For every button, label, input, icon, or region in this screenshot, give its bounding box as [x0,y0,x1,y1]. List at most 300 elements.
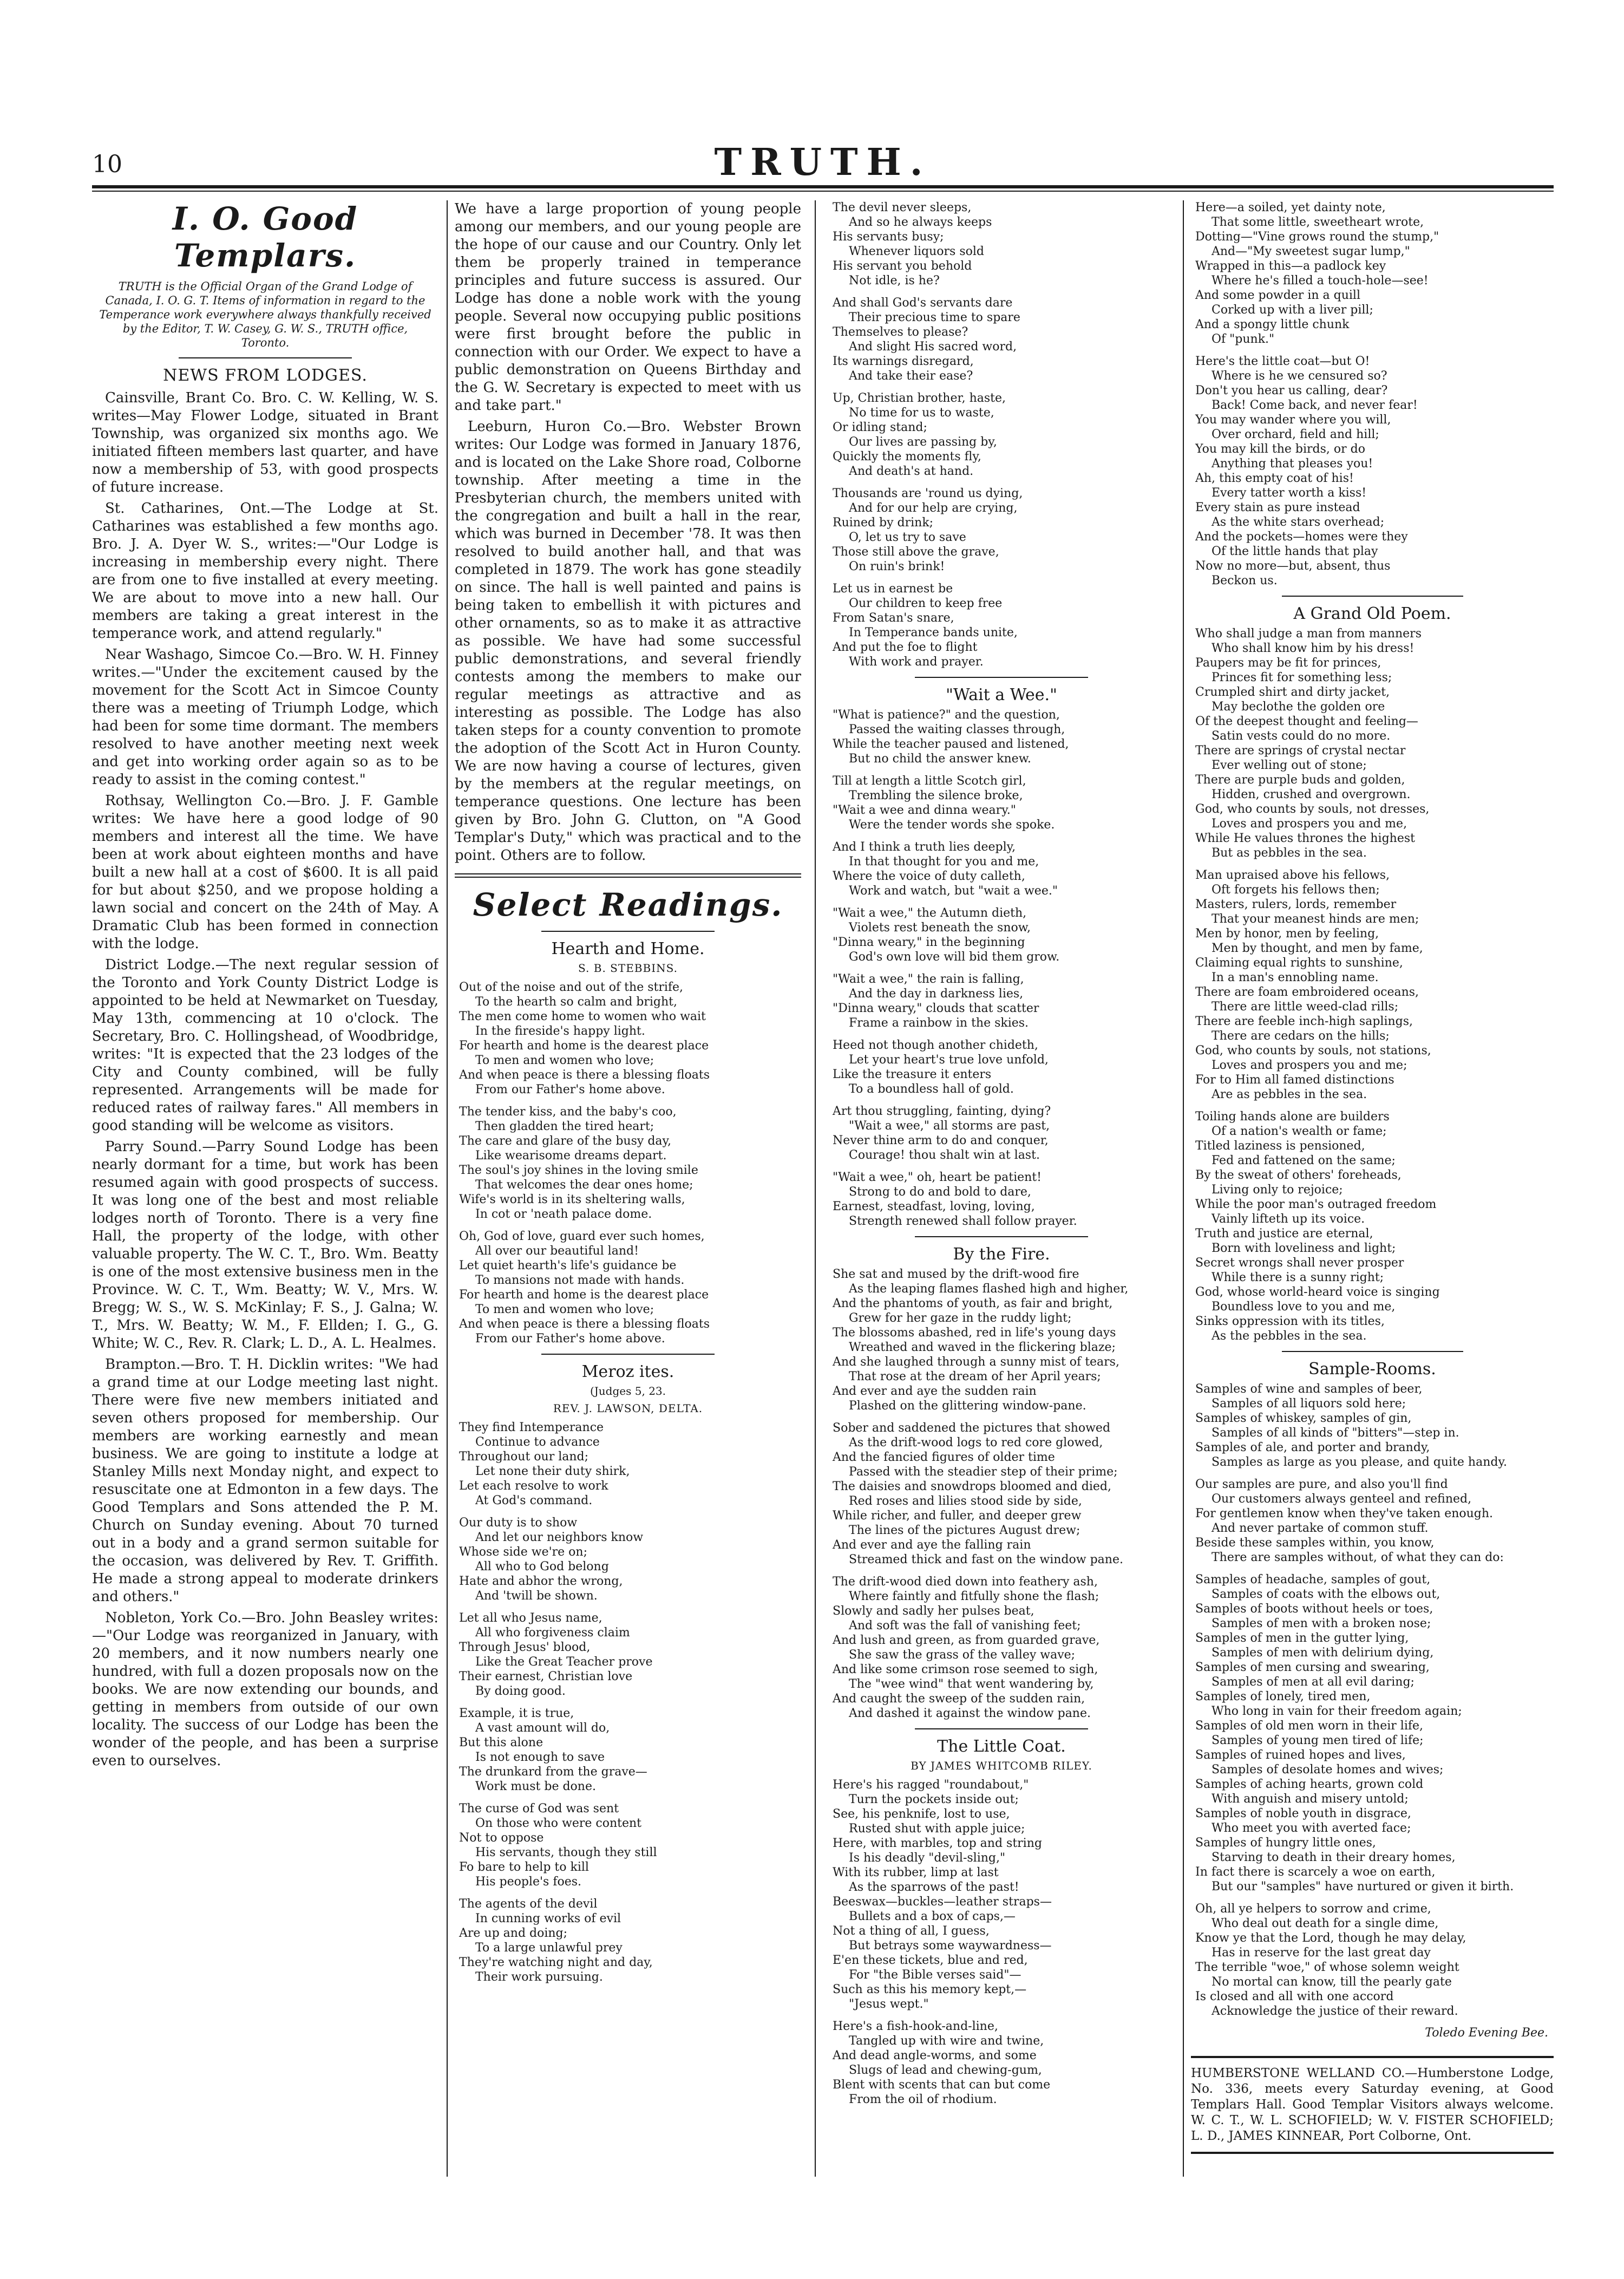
poem-line: Loves and prospers you and me, [1212,817,1407,831]
poem-line: The lines of the pictures August drew; [849,1524,1081,1537]
stanza [833,200,1175,288]
poem-line: But this alone [459,1736,543,1749]
poem-line: Like the Great Teacher prove [475,1655,653,1669]
poem-line: Quickly the moments fly, [833,450,981,463]
poem-line: A vast amount will do, [475,1721,610,1735]
news-paragraph: Parry Sound.—Parry Sound Lodge has been nearly dormant for a time, but work has been resumed again with good prospects of success. It was long one of the best and most reliable lodges north of Toronto. There is a very fine Hall, the property of the lodge, with other valuable property. The W. C. T., Bro. Wm. Beatty is one of the most extensive business men in the Province. W. C. T., Wm. Beatty; W. V., Mrs. W. Bregg; W. S., W. S. McKinlay; F. S., J. Galna; W. T., Mrs. W. Beatty; W. M., F. Ellden; I. G., G. White; W. C., Rev. R. Clark; L. D., A. L. Healmes. [92,1139,438,1351]
poem-line: Princes fit for something less; [1212,671,1392,684]
poem-line: There are foam embroidered oceans, [1195,985,1419,999]
poem-line: All over our beautiful land! [475,1244,639,1258]
poem-line: Courage! thou shalt win at last. [849,1148,1040,1162]
lodge-advertisement [1191,2056,1554,2144]
poem-line: Back! Come back, and never fear! [1212,399,1418,412]
column-divider [447,200,448,2177]
poem-line: But our "samples" have nurtured or given it birth. [1212,1880,1514,1893]
poem-line: In the fireside's happy light. [475,1024,645,1038]
poem-line: And the fancied figures of older time [833,1451,1055,1464]
poem-line: That rose at the dream of her April years; [849,1370,1101,1383]
poem-line: Here, with marbles, top and string [833,1837,1042,1850]
stanza [833,1170,1175,1229]
poem-line: The men come home to women who wait [459,1010,706,1023]
news-paragraph: St. Catharines, Ont.—The Lodge at St. Catharines was established a few months ago. Bro. J. A. Dyer W. S., writes:—"Our Lodge is increasing in membership every night. There are from one to five installed at every meeting. We are about to move into a new hall. Our members are taking a great interest in the temperance work, and attend regularly." [92,500,438,642]
poem-line: Whenever liquors sold [849,245,984,258]
poem-line: To a boundless hall of gold. [849,1082,1014,1096]
poem-line: You may wander where you will, [1195,413,1391,427]
stanza [1195,1572,1554,1894]
column-divider [815,200,816,2177]
poem-line: Claiming equal rights to sunshine, [1195,956,1403,970]
poem-body [455,1420,801,1984]
poem-line: Let none their duty shirk, [475,1465,630,1478]
poem-line: Were the tender words she spoke. [849,818,1055,832]
poem-line: Whose side we're on; [459,1545,588,1559]
poem-line: While the teacher paused and listened, [833,737,1069,751]
poem-line: The blossoms abashed, red in life's young days [833,1326,1116,1340]
stanza [459,1611,801,1699]
poem-line: With its rubber, limp at last [833,1866,999,1879]
stanza [833,774,1175,832]
news-paragraph: Cainsville, Brant Co. Bro. C. W. Kelling, W. S. writes—May Flower Lodge, situated in Brant Township, was organized six months ago. We initiated fifteen members last quarter, and have now a membership of 53, with good prospects of future increase. [92,390,438,495]
poem-line: Our lives are passing by, [849,435,997,449]
poem-line: Grew for her gaze in the ruddy light; [849,1311,1072,1325]
poem-line: And she laughed through a sunny mist of tears, [833,1355,1119,1369]
poem-line: Blent with scents that can but come [833,2078,1051,2092]
stanza [459,1897,801,1984]
poem-line: Our duty is to show [459,1516,578,1530]
poem-line: And a spongy little chunk [1195,318,1350,331]
poem-line: Example, it is true, [459,1707,574,1720]
poem-line: Paupers may be fit for princes, [1195,656,1381,670]
poem-title: Hearth and Home. [551,939,705,958]
poem-line: Oh, all ye helpers to sorrow and crime, [1195,1902,1431,1916]
poem-line: And I think a truth lies deeply, [833,840,1016,854]
poem-line: Titled laziness is pensioned, [1195,1139,1365,1153]
poem-line: Dotting—"Vine grows round the stump," [1195,230,1439,244]
poem-line: And 'twill be shown. [475,1589,598,1603]
poem-line: And death's at hand. [849,465,974,478]
poem-line: Plashed on the glittering window-pane. [849,1399,1086,1413]
poem-line: Let each resolve to work [459,1479,608,1493]
poem-line: Those still above the grave, [833,545,999,559]
poem-line: Ruined by drink; [833,516,934,530]
news-paragraph: District Lodge.—The next regular session of the Toronto and York County District Lodge is appointed to be held at Newmarket on Tuesday, May 13th, commencing at 10 o'clock. The Secretary, Bro. C. Hollingshead, of Woodbridge, writes: "It is expected that the 23 lodges of the City and County combined, will be fully represented. Arrangements will be made for reduced rates of railway fares." All members in good standing will be welcome as visitors. [92,957,438,1134]
poem-line: In that thought for you and me, [849,855,1039,868]
poem-line: Or idling stand; [833,421,927,434]
header-rule-thin [92,191,1554,192]
poem-line: Their earnest, Christian love [459,1670,633,1683]
poem-line: E'en these tickets, blue and red, [833,1954,1028,1967]
poem-line: Their work pursuing. [475,1970,603,1984]
poem-line: There are springs of crystal nectar [1195,744,1406,758]
poem-line: And like some crimson rose seemed to sigh, [833,1663,1098,1676]
poem-line: For "the Bible verses said"— [849,1968,1021,1982]
poem-line: Samples of desolate homes and wives; [1212,1763,1444,1777]
poem-line: In a man's ennobling name. [1212,971,1379,984]
poem-line: Has in reserve for the last great day [1212,1946,1431,1960]
poem-line: Frame a rainbow in the skies. [849,1016,1029,1030]
stanza [833,296,1175,383]
poem-line: God, who counts by souls, not dresses, [1195,802,1430,816]
poem-title: By the Fire. [953,1245,1050,1264]
poem-line: Like the treasure it enters [833,1068,992,1081]
poem-line: And slight His sacred word, [849,340,1017,354]
poem-line: To men and women who love; [475,1303,654,1316]
poem-line: Of the deepest thought and feeling— [1195,715,1418,728]
poem-line: And never partake of common stuff. [1212,1521,1429,1535]
poem-line: Samples of all kinds of "bitters"—step in. [1212,1426,1459,1440]
poem-line: They find Intemperance [459,1421,604,1434]
poem-line: Beckon us. [1212,574,1278,587]
poem-line: And shall God's servants dare [833,296,1013,310]
stanza [833,906,1175,964]
poem-line: Men by thought, and men by fame, [1212,942,1423,955]
poem-line: And take their ease? [849,369,973,383]
poem-line: The devil never sleeps, [833,201,972,214]
poem-body [1191,1382,1554,2019]
stanza [833,1267,1175,1413]
poem-line: Living only to rejoice; [1212,1183,1343,1197]
stanza [833,1575,1175,1721]
poem-line: At God's command. [475,1494,593,1507]
poem-line: Here—a soiled, yet dainty note, [1195,201,1386,214]
poem-line: While the poor man's outraged freedom [1195,1198,1437,1211]
poem-source: Toledo Evening Bee. [1425,2026,1548,2040]
poem-title: Meroz ites. [581,1362,675,1381]
poem-line: Bullets and a box of caps,— [849,1910,1016,1923]
poem-line: The drift-wood died down into feathery ash, [833,1575,1098,1589]
poem-line: Samples of headache, samples of gout, [1195,1573,1431,1586]
page-header [92,141,1554,184]
poem-line: Don't you hear us calling, dear? [1195,384,1388,397]
poem-line: Turn the pockets inside out; [849,1793,1019,1806]
poem-line: Samples of men with a broken nose; [1212,1617,1431,1630]
stanza [833,1038,1175,1096]
poem-line: While He values thrones the highest [1195,832,1415,845]
poem-line: Sober and saddened the pictures that showed [833,1421,1111,1435]
poem-line: On ruin's brink! [849,560,945,573]
poem-line: For to Him all famed distinctions [1195,1073,1394,1087]
poem-line: Hidden, crushed and overgrown. [1212,788,1411,801]
poem-title: A Grand Old Poem. [1293,604,1451,623]
poem-line: Samples of ruined hopes and lives, [1195,1748,1406,1762]
poem-line: Acknowledge the justice of their reward. [1212,2004,1458,2018]
poem-line: Till at length a little Scotch girl, [833,774,1026,788]
poem-line: Now no more—but, absent, thus [1195,559,1391,573]
poem-line: Man upraised above his fellows, [1195,868,1390,882]
poem-line: Of the little hands that play [1212,545,1378,558]
poem-line: But as pebbles in the sea. [1212,846,1367,860]
poem-line: Let us in earnest be [833,582,953,596]
poem-line: Here's his ragged "roundabout," [833,1778,1029,1792]
poem-line: Are as pebbles in the sea. [1212,1088,1367,1101]
poem-line: Let quiet hearth's life's guidance be [459,1259,677,1272]
news-paragraph: Rothsay, Wellington Co.—Bro. J. F. Gamble writes: We have here a good lodge of 90 members and interest all the time. We have been at work about eighteen months and have built a new hall at a cost of $600. It is all paid for but about $250, and we propose holding a lawn social and concert on the 24th of May. A Dramatic Club has been formed in connection with the lodge. [92,793,438,952]
poem-line: The soul's joy shines in the loving smile [459,1164,698,1177]
poem-line: She sat and mused by the drift-wood fire [833,1268,1079,1281]
select-readings-title: Select Readings. [473,886,783,923]
poem-line: Our customers always genteel and refined, [1212,1492,1472,1506]
page-number: 10 [92,151,122,178]
poem-author: REV. J. LAWSON, DELTA. [553,1402,703,1415]
poem-line: Of a nation's wealth or fame; [1212,1125,1387,1138]
poem-line: There are samples without, of what they can do: [1212,1551,1504,1564]
poem-line: Who long in vain for their freedom again; [1212,1705,1462,1718]
poem-line: Samples of ale, and porter and brandy, [1195,1441,1430,1454]
poem-line: On those who were content [475,1817,641,1830]
column-3 [828,200,1175,2193]
poem-line: Samples of boots without heels or toes, [1195,1602,1433,1616]
poem-line: And—"My sweetest sugar lump," [1212,245,1410,258]
poem-line: Of "punk." [1212,332,1275,346]
poem-line: Boundless love to you and me, [1212,1300,1396,1314]
news-paragraph: Near Washago, Simcoe Co.—Bro. W. H. Finney writes.—"Under the excitement caused by the movement for the Scott Act in Simcoe County there was a meeting of Triumph Lodge, which had been for some time dormant. The members resolved to have another meeting next week and get into working order again so as to be ready to assist in the coming contest." [92,647,438,788]
stanza [1195,1109,1554,1343]
poem-line: In fact there is scarcely a woe on earth, [1195,1865,1436,1879]
poem-line: Not idle, is he? [849,274,940,288]
poem-line: Samples of men cursing and swearing, [1195,1661,1430,1674]
poem-line: The drunkard from the grave— [459,1765,647,1779]
poem-line: "Dinna weary," in the beginning [833,936,1025,949]
masthead: TRUTH. [714,141,932,184]
poem-line: Work must be done. [475,1780,596,1793]
column-1 [92,200,438,2193]
poem-line: To a large unlawful prey [475,1941,623,1955]
poem-line: Samples of men in the gutter lying, [1195,1631,1409,1645]
poem-author: S. B. STEBBINS. [578,962,678,975]
poem-line: And caught the sweep of the sudden rain, [833,1692,1085,1706]
poem-line: The curse of God was sent [459,1802,619,1816]
poem-line: And dashed it against the window pane. [849,1707,1091,1720]
poem-line: As the pebbles in the sea. [1212,1329,1367,1343]
poem-line: Work and watch, but "wait a wee." [849,884,1058,898]
poem-line: By doing good. [475,1684,566,1698]
poem-title: Sample-Rooms. [1308,1360,1436,1379]
poem-line: That welcomes the dear ones home; [475,1178,693,1192]
poem-line: And ever and aye the sudden rain [833,1385,1037,1398]
divider [541,931,715,932]
poem-body [455,980,801,1346]
poem-line: And some powder in a quill [1195,289,1360,302]
poem-line: Red roses and lilies stood side by side, [849,1494,1082,1508]
poem-line: Toiling hands alone are builders [1195,1110,1390,1124]
poem-line: "Dinna weary," clouds that scatter [833,1002,1039,1015]
stanza [833,840,1175,898]
poem-line: Beside these samples within, you know, [1195,1536,1435,1550]
poem-body [828,1267,1175,1721]
poem-line: Its warnings disregard, [833,355,974,368]
poem-line: To mansions not made with hands. [475,1274,685,1287]
poem-line: Let all who Jesus name, [459,1611,603,1625]
poem-line: And ever and aye the falling rain [833,1538,1031,1552]
stanza [833,1778,1175,2012]
poem-line: The care and glare of the busy day, [459,1134,672,1148]
poem-line: Satin vests could do no more. [1212,729,1391,743]
poem-line: And the phantoms of youth, as fair and bright, [833,1297,1113,1310]
poem-line: Masters, rulers, lords, remember [1195,898,1397,911]
poem-line: Strong to do and bold to dare, [849,1185,1031,1199]
poem-line: Fo bare to help to kill [459,1860,589,1874]
news-paragraph: We have a large proportion of young people among our members, and our young people are the hope of our cause and our Country. Only let them be properly trained in temperance principles and future success is assured. Our Lodge has done a noble work with the young people. Several now occupying public positions were first brought before the public in connection with our Order. We expect to have a public demonstration on Queens Birthday and the G. W. Secretary is expected to meet with us and take part." [455,201,801,414]
poem-line: As the drift-wood logs to red core glowed, [849,1436,1103,1449]
poem-line: For hearth and home is the dearest place [459,1039,709,1053]
stanza [1195,1477,1554,1565]
poem-line: Starving to death in their dreary homes, [1212,1851,1456,1864]
poem-line: Wreathed and waved in the flickering blaze; [849,1341,1116,1354]
poem-line: Who shall know him by his dress! [1212,642,1415,655]
poem-line: Heed not though another chideth, [833,1039,1038,1052]
poem-line: As the sparrows of the past! [849,1880,1019,1894]
stanza [833,582,1175,669]
poem-line: His servant you behold [833,259,972,273]
stanza [1195,1902,1554,2019]
poem-line: Not a thing of all, I guess, [833,1924,990,1938]
poem-line: God's own love will bid them grow. [849,950,1060,964]
poem-line: And for our help are crying, [849,501,1018,515]
stanza [833,391,1175,479]
poem-line: And so he always keeps [849,216,992,229]
poem-line: She saw the grass of the valley wave; [849,1648,1076,1662]
poem-line: Know ye that the Lord, though he may delay, [1195,1931,1466,1945]
poem-line: Never thine arm to do and conquer, [833,1134,1049,1147]
poem-line: The tender kiss, and the baby's coo, [459,1105,677,1119]
stanza [459,1105,801,1222]
poem-line: Samples of wine and samples of beer, [1195,1382,1423,1396]
poem-line: Is not enough to save [475,1751,605,1764]
poem-line: His servants busy; [833,230,944,244]
lodge-news [92,389,438,1770]
poem-line: Art thou struggling, fainting, dying? [833,1105,1051,1118]
poem-line: No mortal can know, till the pearly gate [1212,1975,1452,1989]
poem-line: Rusted shut with apple juice; [849,1822,1025,1836]
poem-line: Themselves to please? [833,325,968,339]
poem-line: "What is patience?" and the question, [833,708,1060,722]
poem-line: Corked up with a liver pill; [1212,303,1373,317]
poem-title: The Little Coat. [937,1737,1066,1756]
poem-line: And the day in darkness lies, [849,987,1024,1001]
stanza [833,1104,1175,1163]
poem-line: As the white stars overhead; [1212,515,1385,529]
poem-line: There are little weed-clad rills; [1212,1000,1399,1014]
good-templars-title: I. O. Good Templars. [172,200,358,274]
poem-line: From our Father's home above. [475,1083,665,1096]
poem-line: And when peace is there a blessing floats [459,1068,710,1082]
poem-line: Over orchard, field and hill; [1212,428,1379,441]
news-paragraph: Brampton.—Bro. T. H. Dicklin writes: "We had a grand time at our Lodge meeting last night. There were five new members initiated and seven others proposed for membership. Our members are working earnestly and mean business. We are going to institute a lodge at Stanley Mills next Monday night, and expect to resuscitate one at Edmonton in a few days. The Good Templars and Sons attended the P. M. Church on Sunday evening. About 70 turned out in a body and a grand sermon suitable for the occasion, was delivered by Rev. T. Griffith. He made a strong appeal to moderate drinkers and others." [92,1356,438,1605]
poem-line: That your meanest hinds are men; [1212,912,1419,926]
poem-line: Where the voice of duty calleth, [833,870,1025,883]
poem-line: "Wait a wee," the rain is falling, [833,972,1024,986]
poem-line: Samples of men at all evil daring; [1212,1675,1415,1689]
poem-line: Violets rest beneath the snow, [849,921,1031,935]
poem-line: Here's a fish-hook-and-line, [833,2020,998,2033]
poem-line: Where is he we censured so? [1212,369,1387,383]
poem-reference: (Judges 5, 23. [590,1385,666,1398]
poem-line: Sinks oppression with its titles, [1195,1315,1385,1328]
divider [915,1236,1088,1237]
poem-line: Out of the noise and out of the strife, [459,981,684,994]
poem-line: With work and prayer. [849,655,984,669]
poem-line: Men by honor, men by feeling, [1195,927,1379,941]
poem-line: "Wait a wee and dinna weary." [833,804,1016,817]
stanza [459,1420,801,1508]
poem-line: God, who counts by souls, not stations, [1195,1044,1431,1057]
lodge-news-continued [455,200,801,865]
poem-body [1191,200,1554,588]
poem-line: In Temperance bands unite, [849,626,1018,639]
poem-line: Samples of young men tired of life; [1212,1734,1424,1747]
poem-line: That some little, sweetheart wrote, [1212,216,1424,229]
poem-line: Up, Christian brother, haste, [833,391,1006,405]
column-divider [1183,200,1184,2177]
poem-line: Ah, this empty coat of his! [1195,472,1354,485]
advertisement-rule [1191,2152,1554,2154]
stanza [833,1421,1175,1567]
section-divider [455,873,801,878]
poem-line: In cot or 'neath palace dome. [475,1207,652,1221]
poem-line: Our samples are pure, and also you'll find [1195,1478,1448,1491]
poem-line: Are up and doing; [459,1927,568,1940]
poem-line: Samples of lonely, tired men, [1195,1690,1371,1703]
poem-line: Trembling the silence broke, [849,789,1023,802]
divider [541,1354,715,1355]
poem-line: Wrapped in this—a padlock key [1195,259,1386,273]
stanza [833,2019,1175,2107]
poem-line: Ever welling out of stone; [1212,759,1367,772]
poem-line: Here's the little coat—but O! [1195,355,1370,368]
divider [915,1728,1088,1729]
poem-line: By the sweat of others' foreheads, [1195,1168,1402,1182]
poem-line: Every tatter worth a kiss! [1212,486,1367,500]
poem-line: Thousands are 'round us dying, [833,487,1023,500]
poem-line: There are cedars on the hills; [1212,1029,1390,1043]
poem-line: And put the foe to flight [833,641,978,654]
poem-line: "Wait a wee," oh, heart be patient! [833,1171,1042,1184]
poem-title: "Wait a Wee." [946,685,1057,704]
poem-line: "Wait a wee," all storms are past, [849,1119,1050,1133]
poem-line: From Satan's snare, [833,611,954,625]
poem-line: To the hearth so calm and bright, [475,995,677,1009]
poem-line: The terrible "woe," of whose solemn weight [1195,1961,1459,1974]
poem-line: Streamed thick and fast on the window pane. [849,1553,1123,1566]
poem-body [828,708,1175,1229]
poem-line: Samples of hungry little ones, [1195,1836,1376,1850]
poem-line: Like wearisome dreams depart. [475,1149,667,1163]
poem-line: Every stain as pure instead [1195,501,1360,514]
poem-line: But no child the answer knew. [849,752,1031,766]
poem-line: Wife's world is in its sheltering walls, [459,1193,685,1206]
poem-line: "Jesus wept." [849,1997,929,2011]
poem-line: Slowly and sadly her pulses beat, [833,1604,1034,1618]
poem-line: Crumpled shirt and dirty jacket, [1195,685,1390,699]
poem-line: Their precious time to spare [849,311,1020,324]
divider [1282,1351,1463,1352]
stanza [1195,354,1554,588]
poem-line: Passed with the steadier step of their prime; [849,1465,1118,1479]
stanza [833,972,1175,1030]
news-paragraph: Nobleton, York Co.—Bro. John Beasley writes:—"Our Lodge was reorganized in January, with 20 members, and it now numbers nearly one hundred, with full a dozen proposals now on the books. We are now extending our bounds, and getting in members from outside of our own locality. The success of our Lodge has been the wonder of the people, and has been a surprise even to ourselves. [92,1610,438,1769]
poem-line: Not to oppose [459,1831,544,1845]
poem-body [1191,626,1554,1343]
poem-line: Samples of men with delirium dying, [1212,1646,1434,1660]
poem-line: Our children to keep free [849,597,1003,610]
poem-line: And soft was the fall of vanishing feet; [849,1619,1081,1632]
divider [179,357,352,358]
stanza [459,1229,801,1346]
poem-line: While richer, and fuller, and deeper grew [833,1509,1082,1523]
poem-line: God, whose world-heard voice is singing [1195,1285,1440,1299]
poem-line: They're watching night and day, [459,1956,653,1969]
poem-line: Is his deadly "devil-sling," [849,1851,1006,1865]
